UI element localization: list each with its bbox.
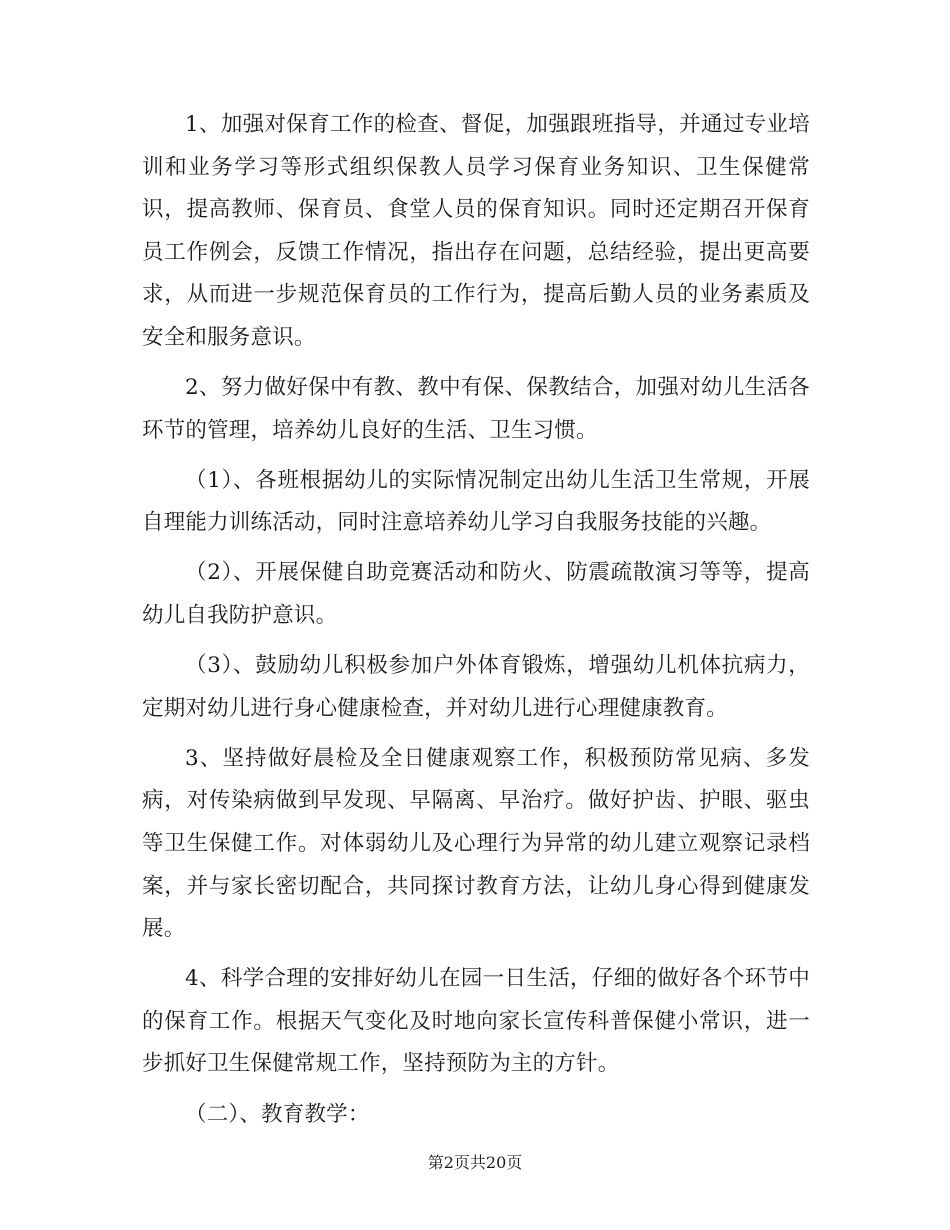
paragraph-1: 1、加强对保育工作的检查、督促，加强跟班指导，并通过专业培训和业务学习等形式组织保教人员学习保育业务知识、卫生保健常识，提高教师、保育员、食堂人员的保育知识。同时还定期召开保育员工作例会，反馈工作情况，指出存在问题，总结经验，提出更高要求，从而进一步规范保育员的工作行为，提高后勤人员的业务素质及安全和服务意识。 [142, 112, 810, 350]
section-heading: （二）、教育教学： [185, 1101, 370, 1127]
paragraph-7: 4、科学合理的安排好幼儿在园一日生活，仔细的做好各个环节中的保育工作。根据天气变化及时地向家长宣传科普保健小常识，进一步抓好卫生保健常规工作，坚持预防为主的方针。 [142, 966, 810, 1077]
paragraph-4: （2）、开展保健自助竞赛活动和防火、防震疏散演习等等，提高幼儿自我防护意识。 [142, 560, 810, 629]
paragraph-3: （1）、各班根据幼儿的实际情况制定出幼儿生活卫生常规，开展自理能力训练活动，同时注意培养幼儿学习自我服务技能的兴趣。 [142, 467, 810, 536]
document-body [142, 104, 810, 1144]
paragraph-2: 2、努力做好保中有教、教中有保、保教结合，加强对幼儿生活各环节的管理，培养幼儿良好的生活、卫生习惯。 [142, 375, 810, 443]
paragraph-5: （3）、鼓励幼儿积极参加户外体育锻炼，增强幼儿机体抗病力，定期对幼儿进行身心健康检查，并对幼儿进行心理健康教育。 [142, 653, 810, 721]
page-footer: 第2页共20页 [427, 1153, 523, 1172]
paragraph-6: 3、坚持做好晨检及全日健康观察工作，积极预防常见病、多发病，对传染病做到早发现、早隔离、早治疗。做好护齿、护眼、驱虫等卫生保健工作。对体弱幼儿及心理行为异常的幼儿建立观察记录档案，并与家长密切配合，共同探讨教育方法，让幼儿身心得到健康发展。 [142, 745, 810, 942]
